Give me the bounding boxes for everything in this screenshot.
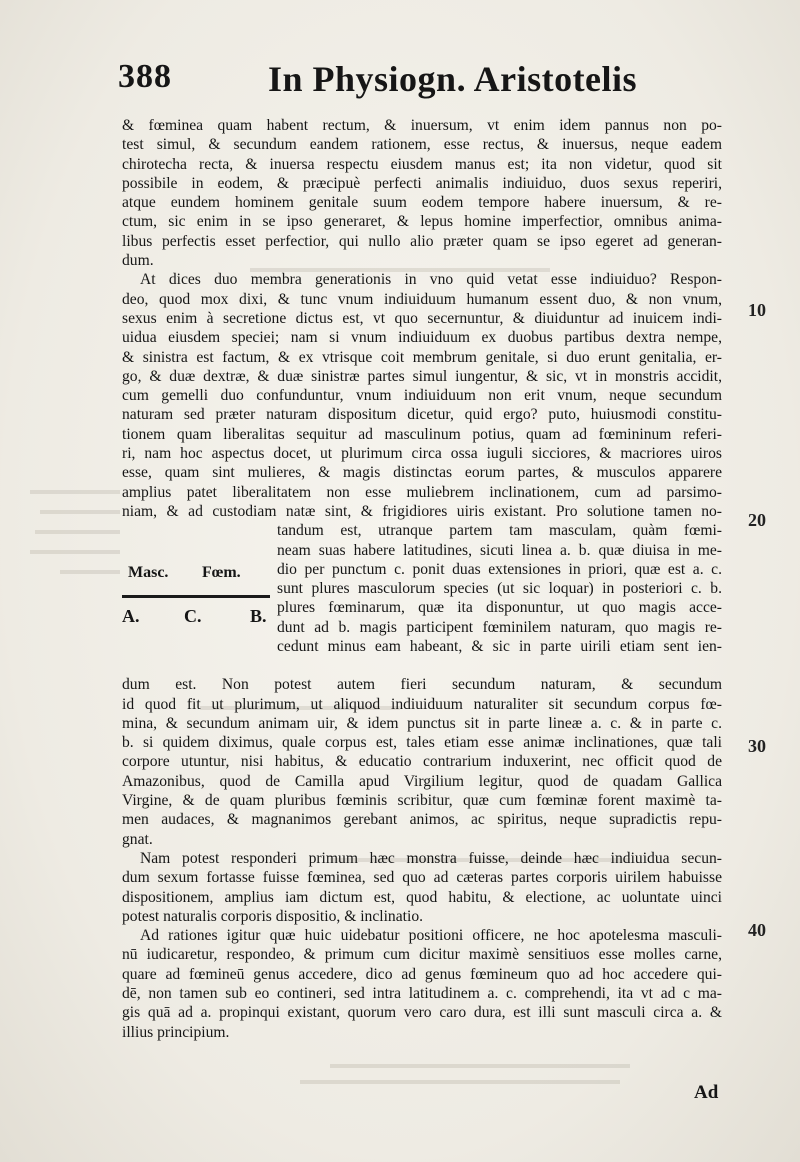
text-line: naturam sed præter naturam dispositum dicetur, quid ergo? puto, huiusmodi constitu- [122, 406, 722, 424]
text-line: dunt ad b. magis participent fœminilem naturam, quo magis re- [277, 618, 722, 636]
text-line: cum gemelli duo confunduntur, vnum indiuiduum non erit vnum, neque secundum [122, 387, 722, 405]
text-line: gis quā ad a. propinqui existant, quorum vero caro dura, est illi sunt masculi circa a. & [122, 1004, 722, 1022]
text-line: sunt plures masculorum species (ut sic loquar) in posteriori c. b. [277, 580, 722, 598]
text-line: atque eundem hominem genitale suum eodem tempore habere inuersum, & re- [122, 194, 722, 212]
point-b-label: B. [250, 606, 267, 627]
text-line: dum. [122, 252, 154, 270]
text-line: ri, nam hoc aspectus docet, ut plurimum circa ossa iuguli sicciores, & macriores uiros [122, 445, 722, 463]
text-line: At dices duo membra generationis in vno quid vetat esse indiuiduo? Respon- [140, 271, 722, 289]
paragraph [122, 926, 722, 1042]
text-line: b. si quidem diximus, quale corpus est, tales etiam esse animæ inclinationes, quæ tali [122, 734, 722, 752]
text-line: dum est. Non potest autem fieri secundum naturam, & secundum [122, 676, 722, 694]
margin-line-number: 30 [748, 736, 766, 756]
text-line: libus perfectis esset perfectior, qui nullo alio præter quam se ipso egeret ad generan- [122, 232, 722, 250]
margin-line-number: 10 [748, 300, 766, 320]
text-line: & sinistra est factum, & ex vtrisque coit membrum genitale, si duo erunt genitalia, er- [122, 348, 722, 366]
text-line: niam, & ad custodiam natæ sint, & frigidiores uiris existant. Pro solutione tamen no- [122, 502, 722, 520]
text-line: potest naturalis corporis dispositio, & inclinatio. [122, 907, 424, 925]
text-line: mina, & secundum animam uir, & idem punctus sit in parte lineæ a. c. & in parte c. [122, 714, 722, 732]
text-line: Virgine, & de quam pluribus fœminis scribitur, quæ cum fœminæ forent maximè ta- [122, 792, 722, 810]
paragraph [122, 675, 722, 849]
text-line: Amazonibus, quod de Camilla apud Virgilium legitur, quod de quadam Gallica [122, 772, 722, 790]
text-line: chirotecha recta, & inuersa respectu eiusdem manus est; ita non videtur, quod sit [122, 155, 722, 173]
text-line: dio per punctum c. ponit duas extensiones in priori, quæ est a. c. [277, 560, 722, 578]
text-line: dum sexum fortasse fuisse fœminea, sed quo ad cæteras partes corporis uirilem habuisse [122, 869, 722, 887]
text-line: corpore utuntur, nisi habitus, & educatio contrarium induxerint, nec officit quod de [122, 753, 722, 771]
masculine-label: Masc. [128, 564, 169, 582]
point-c-label: C. [184, 606, 202, 627]
figure-section [122, 521, 722, 675]
text-line: uidua eiusdem speciei; nam si vnum indiuiduum ex duobus partibus dextra nempe, [122, 329, 722, 347]
text-line: amplius patet liberalitatem non esse muliebrem inclinationem, cum ad parsimo- [122, 483, 722, 501]
paragraph [122, 849, 722, 926]
text-line: deo, quod mox dixi, & tunc vnum indiuiduum humanum essent duo, & non vnum, [122, 290, 722, 308]
line-a-b [122, 595, 270, 598]
text-line: possibile in eodem, & præcipuè perfecti animalis indiuiduo, duos sexus reperiri, [122, 174, 722, 192]
text-line: neam suas habere latitudines, sicuti linea a. b. quæ diuisa in me- [277, 541, 722, 559]
text-line: dispositionem, amplius iam dictum est, quod habitu, & electione, ac uoluntate uinci [122, 888, 722, 906]
text-line: dē, non tamen sub eo contineri, sed intra latitudinem a. c. comprehendi, ita vt ad c ma- [122, 984, 722, 1002]
body-text [122, 116, 722, 1042]
text-line: tandum est, utranque partem tam masculam, quàm fœmi- [277, 522, 722, 540]
page-number: 388 [118, 58, 172, 95]
paragraph [122, 270, 722, 521]
point-a-label: A. [122, 606, 140, 627]
text-line: plures fœminarum, quæ ita disponuntur, ut quo magis acce- [277, 599, 722, 617]
page-header [118, 58, 718, 102]
text-line: esse, quam sint mulieres, & magis distinctas eorum partes, & musculos apparere [122, 464, 722, 482]
catchword: Ad [694, 1082, 719, 1103]
running-title: In Physiogn. Aristotelis [268, 59, 638, 99]
text-line: test simul, & secundum eandem rationem, esse rectus, & inuersus, neque eadem [122, 136, 722, 154]
paragraph [122, 116, 722, 270]
text-line: ctum, sic enim in se ipso generaret, & lepus homine imperfectior, omnibus anima- [122, 213, 722, 231]
text-line: quare ad fœmineū genus accedere, dico ad genus fœmineum quo ad hoc accedere qui- [122, 965, 722, 983]
text-line: gnat. [122, 830, 153, 848]
text-line: Ad rationes igitur quæ huic uidebatur positioni officere, ne hoc apotelesma masculi- [140, 927, 722, 945]
text-line: illius principium. [122, 1023, 230, 1041]
text-line: sexus enim à secretione dictus est, vt quo secernuntur, & diuiduntur ad inuicem indi- [122, 309, 722, 327]
text-line: cedunt minus eam habeant, & sic in parte uirili etiam sent ien- [277, 638, 722, 656]
text-line: go, & duæ dextræ, & duæ sinistræ partes simul iungentur, & sic, vt in monstris accidit, [122, 367, 722, 385]
text-line: men audaces, & magnanimos gerebant animos, ac spiritus, neque supradictis repu- [122, 811, 722, 829]
margin-line-number: 20 [748, 510, 766, 530]
text-line: nū iudicaretur, respondeo, & primum cum dicitur maximè sensitiuos esse molles carne, [122, 946, 722, 964]
text-line: id quod fit ut plurimum, ut aliquod indiuiduum naturaliter sit secundum corpus fœ- [122, 695, 722, 713]
sex-line-diagram [122, 521, 272, 675]
margin-line-number: 40 [748, 920, 766, 940]
figure-side-text [277, 521, 722, 656]
text-line: Nam potest responderi primum hæc monstra fuisse, deinde hæc indiuidua secun- [140, 849, 722, 867]
text-line: & fœminea quam habent rectum, & inuersum, vt enim idem pannus non po- [122, 117, 722, 134]
text-line: tionem quam liberalitas sequitur ad masculinum potius, quam ad fœmininum referi- [122, 425, 722, 443]
feminine-label: Fœm. [202, 564, 241, 582]
